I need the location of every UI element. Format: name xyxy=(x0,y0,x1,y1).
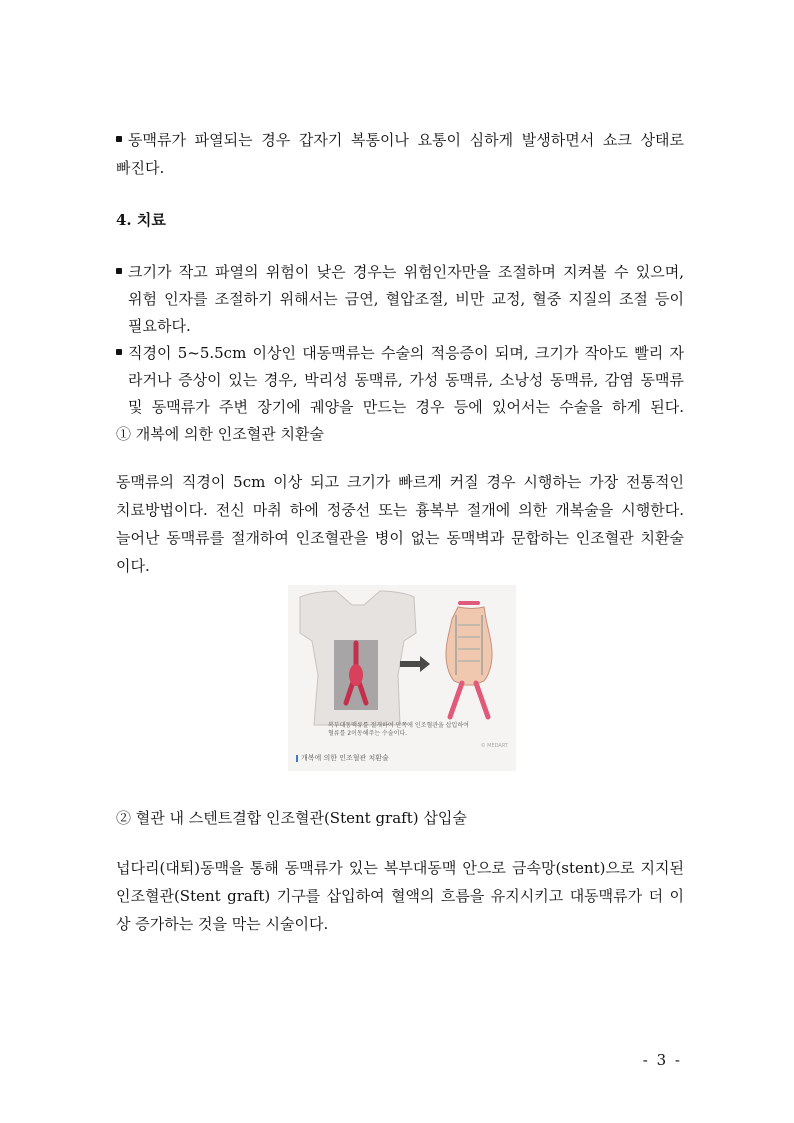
bullet-paragraph-2-line-3: 필요하다. xyxy=(128,317,191,335)
paragraph-2-line-1: 넙다리(대퇴)동맥을 통해 동맥류가 있는 복부대동맥 안으로 금속망(stent)으로 지지된 xyxy=(116,859,684,877)
figure-credit: © MEDART xyxy=(480,743,508,749)
bullet-icon xyxy=(116,349,122,355)
bullet-icon xyxy=(116,136,122,142)
paragraph-1-line-4: 이다. xyxy=(116,557,150,575)
figure-caption: 복부대동맥류를 절개하여 안쪽에 인조혈관을 삽입하여 혈류를 2이동해주는 수술이다. xyxy=(328,722,469,737)
bullet-paragraph-3-line-1: 직경이 5~5.5cm 이상인 대동맥류는 수술의 적응증이 되며, 크기가 작아도 빨리 자 xyxy=(116,343,684,363)
bullet-paragraph-3-line-2: 라거나 증상이 있는 경우, 박리성 동맥류, 가성 동맥류, 소낭성 동맥류, 감염 동맥류 xyxy=(128,371,684,389)
paragraph-1-line-3: 늘어난 동맥류를 절개하여 인조혈관을 병이 없는 동맥벽과 문합하는 인조혈관 치환술 xyxy=(116,529,684,547)
figure-label: 개복에 의한 인조혈관 치환술 xyxy=(296,753,389,763)
paragraph-1-line-1: 동맥류의 직경이 5cm 이상 되고 크기가 빠르게 커질 경우 시행하는 가장 전통적인 xyxy=(116,473,684,491)
bullet-paragraph-2-line-1: 크기가 작고 파열의 위험이 낮은 경우는 위험인자만을 조절하며 지켜볼 수 있으며, xyxy=(116,262,684,282)
paragraph-2-line-3: 상 증가하는 것을 막는 시술이다. xyxy=(116,915,329,933)
bullet-paragraph-3-line-3: 및 동맥류가 주변 장기에 궤양을 만드는 경우 등에 있어서는 수술을 하게 된다. xyxy=(128,398,684,416)
page-number: - 3 - xyxy=(642,1051,682,1069)
surgery-illustration xyxy=(288,585,516,771)
section-heading: 4. 치료 xyxy=(116,211,166,229)
subsection-1-title: ① 개복에 의한 인조혈관 치환술 xyxy=(116,425,324,443)
paragraph-1-line-2: 치료방법이다. 전신 마취 하에 정중선 또는 흉복부 절개에 의한 개복술을 시행한다. xyxy=(116,501,684,519)
bullet-paragraph-1-line-2: 빠진다. xyxy=(116,159,165,177)
bullet-paragraph-2-line-2: 위험 인자를 조절하기 위해서는 금연, 혈압조절, 비만 교정, 혈중 지질의 조절 등이 xyxy=(128,290,684,308)
bullet-icon xyxy=(116,268,122,274)
subsection-2-title: ② 혈관 내 스텐트결합 인조혈관(Stent graft) 삽입술 xyxy=(116,809,467,827)
bullet-paragraph-1-line-1: 동맥류가 파열되는 경우 갑자기 복통이나 요통이 심하게 발생하면서 쇼크 상태로 xyxy=(116,130,684,150)
paragraph-2-line-2: 인조혈관(Stent graft) 기구를 삽입하여 혈액의 흐름을 유지시키고 대동맥류가 더 이 xyxy=(116,887,684,905)
